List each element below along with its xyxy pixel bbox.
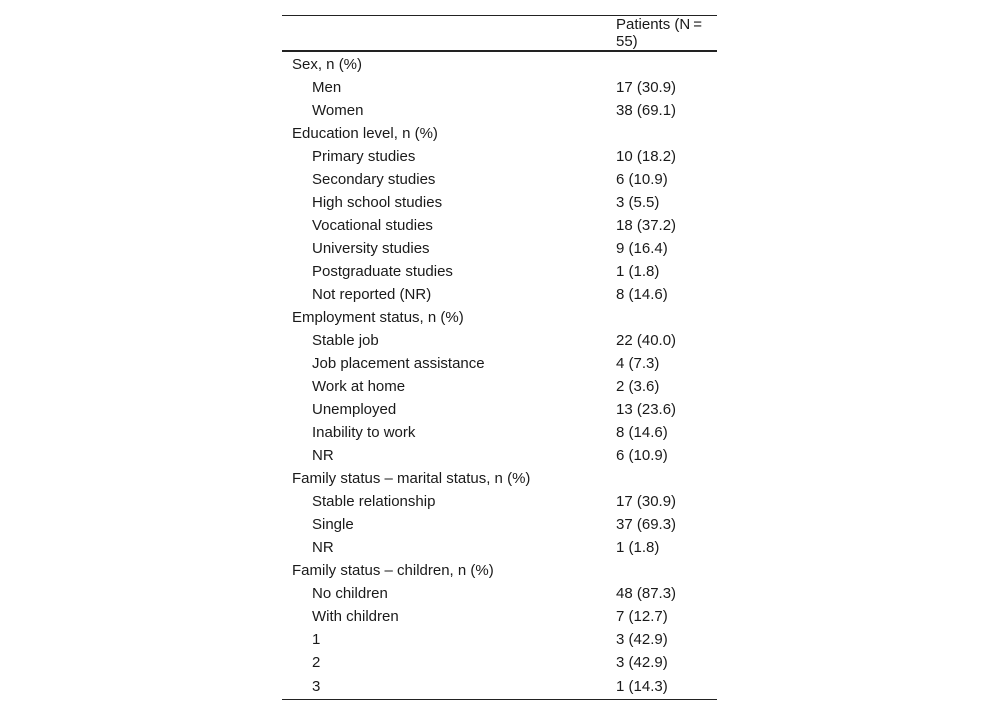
table-group-row <box>282 467 717 490</box>
row-value-cell: 48 (87.3) <box>616 585 677 602</box>
row-label-cell: 3 <box>282 674 616 700</box>
table-row <box>282 76 717 99</box>
table-row <box>282 421 717 444</box>
table-row <box>282 214 717 237</box>
row-label-cell: University studies <box>312 240 430 257</box>
row-value-cell: 17 (30.9) <box>616 493 677 510</box>
table-row <box>282 651 717 674</box>
row-value-cell: 37 (69.3) <box>616 516 677 533</box>
table-row <box>282 168 717 191</box>
row-label-cell: No children <box>312 585 388 602</box>
header-patients-cell: Patients (N = 55) <box>616 16 717 52</box>
row-value-cell: 3 (5.5) <box>616 194 660 211</box>
row-label-cell: Men <box>312 79 342 96</box>
row-value-cell: 10 (18.2) <box>616 148 677 165</box>
row-label-cell: NR <box>312 539 334 556</box>
row-value-cell: 38 (69.1) <box>616 102 677 119</box>
row-value-cell: 6 (10.9) <box>616 171 668 188</box>
row-label-cell: Stable relationship <box>312 493 436 510</box>
row-value-cell: 1 (1.8) <box>616 539 660 556</box>
row-label-cell: NR <box>312 447 334 464</box>
table-row <box>282 513 717 536</box>
group-label-cell: Family status – marital status, n (%) <box>292 470 531 487</box>
row-value-cell: 1 (14.3) <box>616 674 717 700</box>
table-header <box>282 16 717 52</box>
row-value-cell: 8 (14.6) <box>616 424 668 441</box>
header-row <box>282 16 717 52</box>
row-value-cell <box>616 51 717 76</box>
group-label-cell: Employment status, n (%) <box>292 309 464 326</box>
table-group-row <box>282 51 717 76</box>
table-group-row <box>282 122 717 145</box>
table-row <box>282 191 717 214</box>
table-row <box>282 260 717 283</box>
table-row <box>282 536 717 559</box>
demographics-table-container <box>282 15 717 700</box>
row-label-cell: Secondary studies <box>312 171 436 188</box>
row-value-cell: 3 (42.9) <box>616 654 668 671</box>
table-group-row <box>282 306 717 329</box>
table-row <box>282 329 717 352</box>
row-label-cell: Not reported (NR) <box>312 286 432 303</box>
row-label-cell: Stable job <box>312 332 379 349</box>
row-label-cell: High school studies <box>312 194 443 211</box>
table-row <box>282 444 717 467</box>
table-row <box>282 145 717 168</box>
row-label-cell: Work at home <box>312 378 406 395</box>
group-label-cell: Family status – children, n (%) <box>292 562 494 579</box>
row-value-cell <box>616 306 717 329</box>
row-label-cell: Vocational studies <box>312 217 433 234</box>
group-label-cell: Education level, n (%) <box>292 125 438 142</box>
table-row <box>282 375 717 398</box>
row-label-cell: Job placement assistance <box>312 355 485 372</box>
row-value-cell: 22 (40.0) <box>616 332 677 349</box>
row-label-cell: Women <box>312 102 364 119</box>
row-label-cell: Unemployed <box>312 401 397 418</box>
row-label-cell: With children <box>312 608 399 625</box>
table-row <box>282 237 717 260</box>
group-label-cell: Sex, n (%) <box>292 56 363 73</box>
row-value-cell: 6 (10.9) <box>616 447 668 464</box>
row-value-cell: 13 (23.6) <box>616 401 677 418</box>
table-row <box>282 398 717 421</box>
row-label-cell: 2 <box>312 654 321 671</box>
table-group-row <box>282 559 717 582</box>
row-value-cell: 1 (1.8) <box>616 263 660 280</box>
row-label-cell: Postgraduate studies <box>312 263 453 280</box>
row-label-cell: Inability to work <box>312 424 416 441</box>
table-row <box>282 490 717 513</box>
row-value-cell: 18 (37.2) <box>616 217 677 234</box>
table-row <box>282 628 717 651</box>
demographics-table <box>282 15 717 700</box>
table-row <box>282 352 717 375</box>
row-value-cell <box>616 467 717 490</box>
row-value-cell: 7 (12.7) <box>616 608 668 625</box>
table-row <box>282 605 717 628</box>
row-value-cell: 2 (3.6) <box>616 378 660 395</box>
row-label-cell: 1 <box>312 631 321 648</box>
row-value-cell: 4 (7.3) <box>616 355 660 372</box>
header-label-cell <box>282 16 616 52</box>
table-row <box>282 582 717 605</box>
row-value-cell <box>616 122 717 145</box>
row-value-cell: 3 (42.9) <box>616 631 668 648</box>
row-value-cell: 9 (16.4) <box>616 240 668 257</box>
row-value-cell: 17 (30.9) <box>616 79 677 96</box>
table-body <box>282 51 717 700</box>
row-value-cell: 8 (14.6) <box>616 286 668 303</box>
table-row <box>282 674 717 700</box>
row-label-cell: Single <box>312 516 354 533</box>
table-row <box>282 283 717 306</box>
row-value-cell <box>616 559 717 582</box>
table-row <box>282 99 717 122</box>
row-label-cell: Primary studies <box>312 148 416 165</box>
